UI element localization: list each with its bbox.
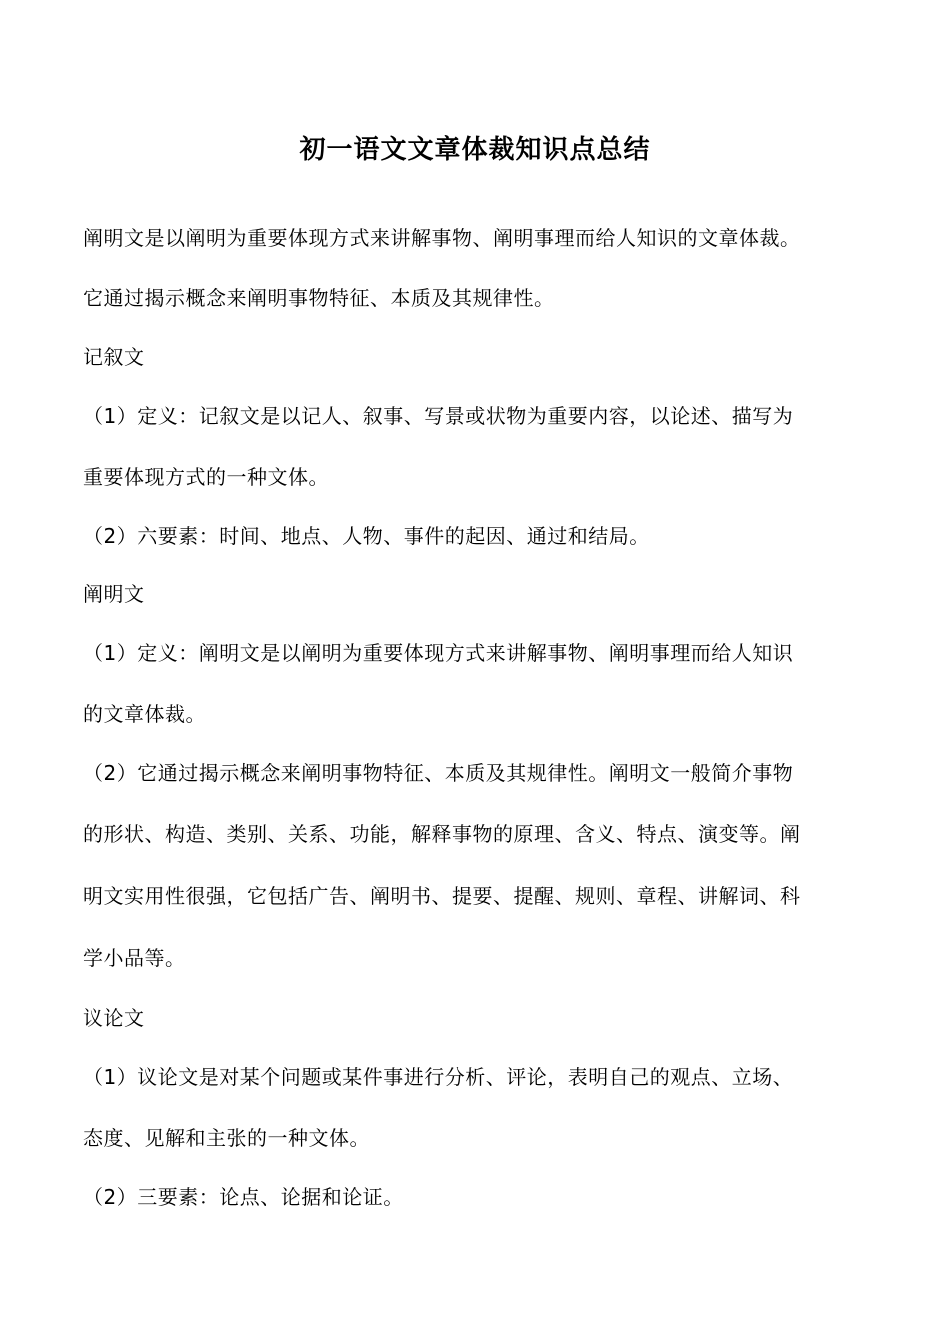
paragraph-line: 学小品等。 (83, 946, 186, 970)
paragraph-line: （1）定义：阐明文是以阐明为重要体现方式来讲解事物、阐明事理而给人知识 (83, 641, 794, 665)
paragraph-line: 阐明文是以阐明为重要体现方式来讲解事物、阐明事理而给人知识的文章体裁。 (83, 226, 801, 250)
section-heading-argumentative: 议论文 (83, 1006, 145, 1030)
page-title: 初一语文文章体裁知识点总结 (299, 135, 651, 165)
paragraph-line: （1）议论文是对某个问题或某件事进行分析、评论，表明自己的观点、立场、 (83, 1065, 794, 1089)
paragraph-line: 重要体现方式的一种文体。 (83, 465, 329, 489)
paragraph-line: 它通过揭示概念来阐明事物特征、本质及其规律性。 (83, 286, 555, 310)
paragraph-line: （2）六要素：时间、地点、人物、事件的起因、通过和结局。 (83, 524, 650, 548)
paragraph-line: 的形状、构造、类别、关系、功能，解释事物的原理、含义、特点、演变等。阐 (83, 822, 801, 846)
paragraph-line: （2）三要素：论点、论据和论证。 (83, 1185, 404, 1209)
paragraph-line: （2）它通过揭示概念来阐明事物特征、本质及其规律性。阐明文一般简介事物 (83, 761, 794, 785)
section-heading-narrative: 记叙文 (83, 345, 145, 369)
section-heading-expository: 阐明文 (83, 582, 145, 606)
paragraph-line: 明文实用性很强，它包括广告、阐明书、提要、提醒、规则、章程、讲解词、科 (83, 884, 801, 908)
paragraph-line: 态度、见解和主张的一种文体。 (83, 1126, 370, 1150)
paragraph-line: 的文章体裁。 (83, 702, 206, 726)
paragraph-line: （1）定义：记叙文是以记人、叙事、写景或状物为重要内容，以论述、描写为 (83, 404, 794, 428)
